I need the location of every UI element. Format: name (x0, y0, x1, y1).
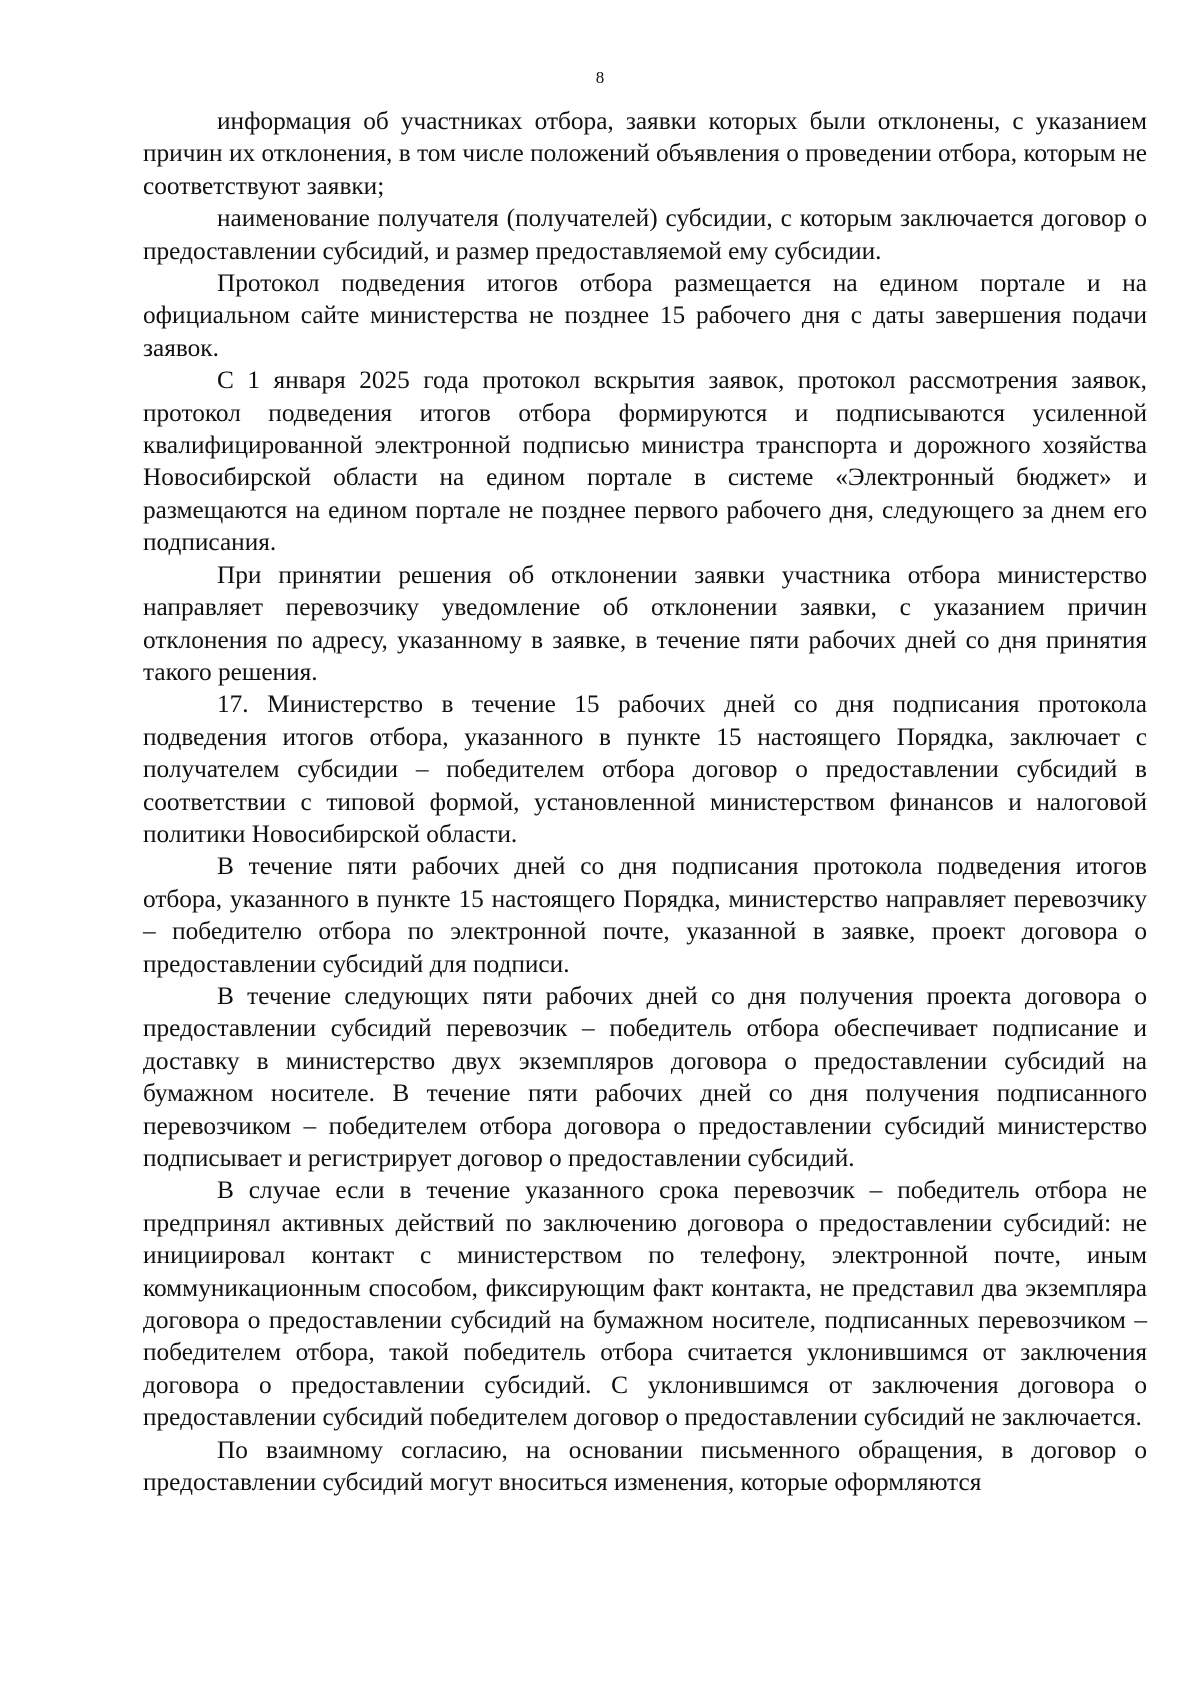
paragraph-evasion-case: В случае если в течение указанного срока перевозчик – победитель отбора не предпринял активных действий по заключению договора о предоставлении субсидий: не инициировал контакт с министерством по телефону, электронной почте, иным коммуникационным способом, фиксирующим факт контакта, не представил два экземпляра договора о предоставлении субсидий на бумажном носителе, подписанных перевозчиком – победителем отбора, такой победитель отбора считается уклонившимся от заключения договора о предоставлении субсидий. С уклонившимся от заключения договора о предоставлении субсидий победителем договор о предоставлении субсидий не заключается. (143, 1176, 1147, 1432)
paragraph-electronic-signature: С 1 января 2025 года протокол вскрытия заявок, протокол рассмотрения заявок, протокол подведения итогов отбора формируются и подписываются усиленной квалифицированной электронной подписью министра транспорта и дорожного хозяйства Новосибирской области на едином портале в системе «Электронный бюджет» и размещаются на едином портале не позднее первого рабочего дня, следующего за днем его подписания. (143, 366, 1147, 557)
paragraph-contract-amendments: По взаимному согласию, на основании письменного обращения, в договор о предоставлении субсидий могут вноситься изменения, которые оформляются (143, 1435, 1147, 1497)
paragraph-recipient-name: наименование получателя (получателей) субсидии, с которым заключается договор о предоставлении субсидий, и размер предоставляемой ему субсидии. (143, 204, 1147, 265)
paragraph-protocol-publication: Протокол подведения итогов отбора размещается на едином портале и на официальном сайте министерства не позднее 15 рабочего дня с даты завершения подачи заявок. (143, 269, 1147, 362)
paragraph-item-17: 17. Министерство в течение 15 рабочих дней со дня подписания протокола подведения итогов отбора, указанного в пункте 15 настоящего Порядка, заключает с получателем субсидии – победителем отбора договор о предоставлении субсидий в соответствии с типовой формой, установленной министерством финансов и налоговой политики Новосибирской области. (143, 690, 1147, 848)
paragraph-draft-contract-sending: В течение пяти рабочих дней со дня подписания протокола подведения итогов отбора, указанного в пункте 15 настоящего Порядка, министерство направляет перевозчику – победителю отбора по электронной почте, указанной в заявке, проект договора о предоставлении субсидий для подписи. (143, 852, 1147, 978)
document-body (143, 105, 1147, 1498)
page-number: 8 (595, 68, 605, 87)
paragraph-rejected-participants-info: информация об участниках отбора, заявки которых были отклонены, с указанием причин их отклонения, в том числе положений объявления о проведении отбора, которым не соответствуют заявки; (143, 107, 1147, 200)
paragraph-rejection-notice: При принятии решения об отклонении заявки участника отбора министерство направляет перевозчику уведомление об отклонении заявки, с указанием причин отклонения по адресу, указанному в заявке, в течение пяти рабочих дней со дня принятия такого решения. (143, 560, 1147, 686)
paragraph-contract-signing: В течение следующих пяти рабочих дней со дня получения проекта договора о предоставлении субсидий перевозчик – победитель отбора обеспечивает подписание и доставку в министерство двух экземпляров договора о предоставлении субсидий на бумажном носителе. В течение пяти рабочих дней со дня получения подписанного перевозчиком – победителем отбора договора о предоставлении субсидий министерство подписывает и регистрирует договор о предоставлении субсидий. (143, 981, 1147, 1172)
